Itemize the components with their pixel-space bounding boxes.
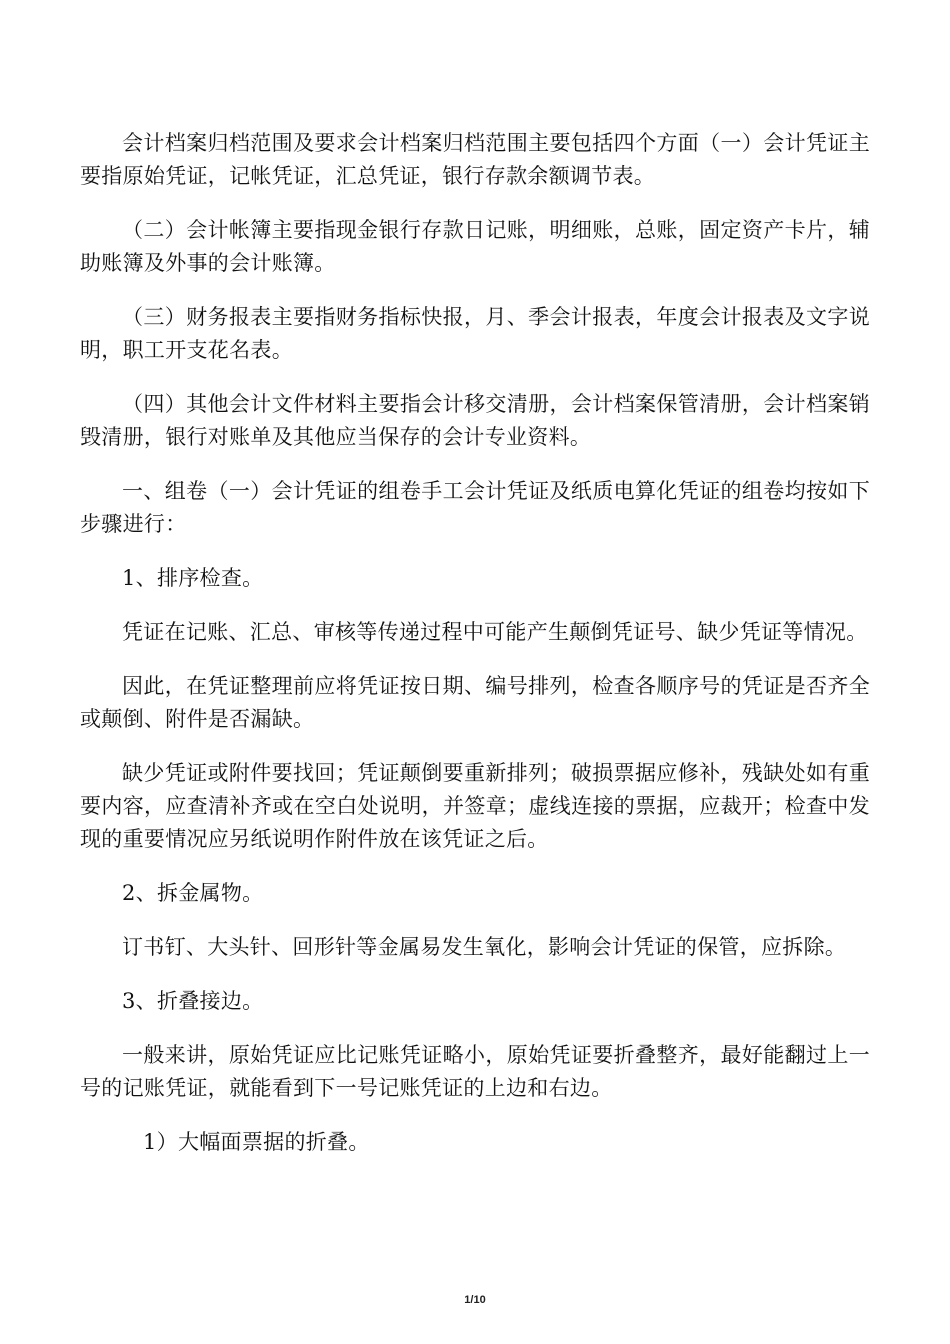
paragraph-account-books: （二）会计帐簿主要指现金银行存款日记账，明细账，总账，固定资产卡片，辅助账簿及外事的会计账簿。 — [80, 218, 870, 275]
paragraph-step-1-detail: 凭证在记账、汇总、审核等传递过程中可能产生颠倒凭证号、缺少凭证等情况。 — [122, 620, 868, 644]
heading-step-1: 1、排序检查。 — [122, 566, 264, 590]
paragraph-step-1-sorting: 因此，在凭证整理前应将凭证按日期、编号排列，检查各顺序号的凭证是否齐全或颠倒、附件是否漏缺。 — [80, 674, 870, 731]
paragraph-step-3-detail: 一般来讲，原始凭证应比记账凭证略小，原始凭证要折叠整齐，最好能翻过上一号的记账凭证，就能看到下一号记账凭证的上边和右边。 — [80, 1043, 870, 1100]
heading-substep-1: 1）大幅面票据的折叠。 — [143, 1130, 370, 1154]
paragraph-other-materials: （四）其他会计文件材料主要指会计移交清册，会计档案保管清册，会计档案销毁清册，银行对账单及其他应当保存的会计专业资料。 — [80, 392, 870, 449]
paragraph-financial-reports: （三）财务报表主要指财务指标快报，月、季会计报表，年度会计报表及文字说明，职工开支花名表。 — [80, 305, 870, 362]
paragraph-volume-assembly: 一、组卷（一）会计凭证的组卷手工会计凭证及纸质电算化凭证的组卷均按如下步骤进行： — [80, 479, 870, 536]
heading-step-3: 3、折叠接边。 — [122, 989, 264, 1013]
paragraph-step-1-repair: 缺少凭证或附件要找回；凭证颠倒要重新排列；破损票据应修补，残缺处如有重要内容，应查清补齐或在空白处说明，并签章；虚线连接的票据，应裁开；检查中发现的重要情况应另纸说明作附件放在该凭证之后。 — [80, 761, 870, 851]
paragraph-scope-intro: 会计档案归档范围及要求会计档案归档范围主要包括四个方面（一）会计凭证主要指原始凭证，记帐凭证，汇总凭证，银行存款余额调节表。 — [80, 131, 870, 188]
paragraph-step-2-detail: 订书钉、大头针、回形针等金属易发生氧化，影响会计凭证的保管，应拆除。 — [122, 935, 847, 959]
document-body — [80, 127, 870, 1180]
page-number: 1/10 — [464, 1294, 486, 1306]
heading-step-2: 2、拆金属物。 — [122, 881, 264, 905]
